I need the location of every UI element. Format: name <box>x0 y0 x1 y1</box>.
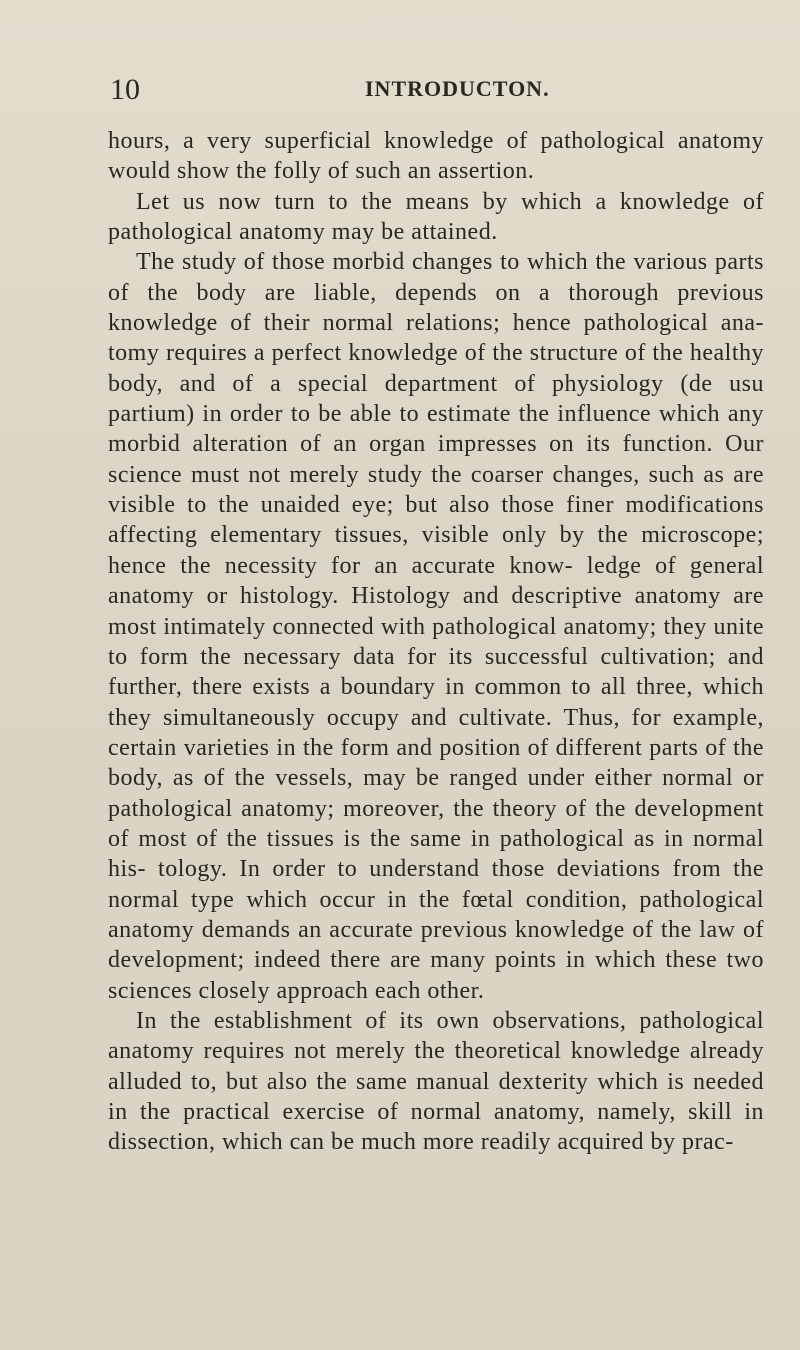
paragraph-2: Let us now turn to the means by which a knowledge of pathological anatomy may be attained. <box>108 188 764 246</box>
paragraph-4: In the establishment of its own observations, pathological anatomy requires not merely the theoretical knowledge already alluded to, but also the same manual dexterity which is needed in the practical exercise of normal anatomy, namely, skill in dissection, which can be much more readily acquired by prac- <box>108 1007 764 1156</box>
page-header <box>110 70 690 114</box>
page-number: 10 <box>110 73 140 106</box>
paragraph-1: hours, a very superficial knowledge of pathological anatomy would show the folly of such an assertion. <box>108 128 764 185</box>
running-head: INTRODUCTON. <box>365 76 550 101</box>
body-text <box>108 126 764 1158</box>
paragraph-3: The study of those morbid changes to which the various parts of the body are liable, depends on a thorough previous knowledge of their normal relations; hence pathological ana- tomy requires a perfect knowledge of the structure of the healthy body, and of a special department of physiology (de usu partium) in order to be able to estimate the influence which any morbid alteration of an organ impresses on its function. Our science must not merely study the coarser changes, such as are visible to the unaided eye; but also those finer modifications affecting elementary tissues, visible only by the microscope; hence the necessity for an accurate know- ledge of general anatomy or histology. Histology and descriptive anatomy are most intimately connected with pathological anatomy; they unite to form the necessary data for its successful cultivation; and further, there exists a boundary in common to all three, which they simultaneously occupy and cultivate. Thus, for example, certain varieties in the form and position of different parts of the body, as of the vessels, may be ranged under either normal or pathological anatomy; moreover, the theory of the development of most of the tissues is the same in pathological as in normal his- tology. In order to understand those deviations from the normal type which occur in the fœtal condition, pathological anatomy demands an accurate previous knowledge of the law of development; indeed there are many points in which these two sciences closely approach each other. <box>108 249 764 1004</box>
